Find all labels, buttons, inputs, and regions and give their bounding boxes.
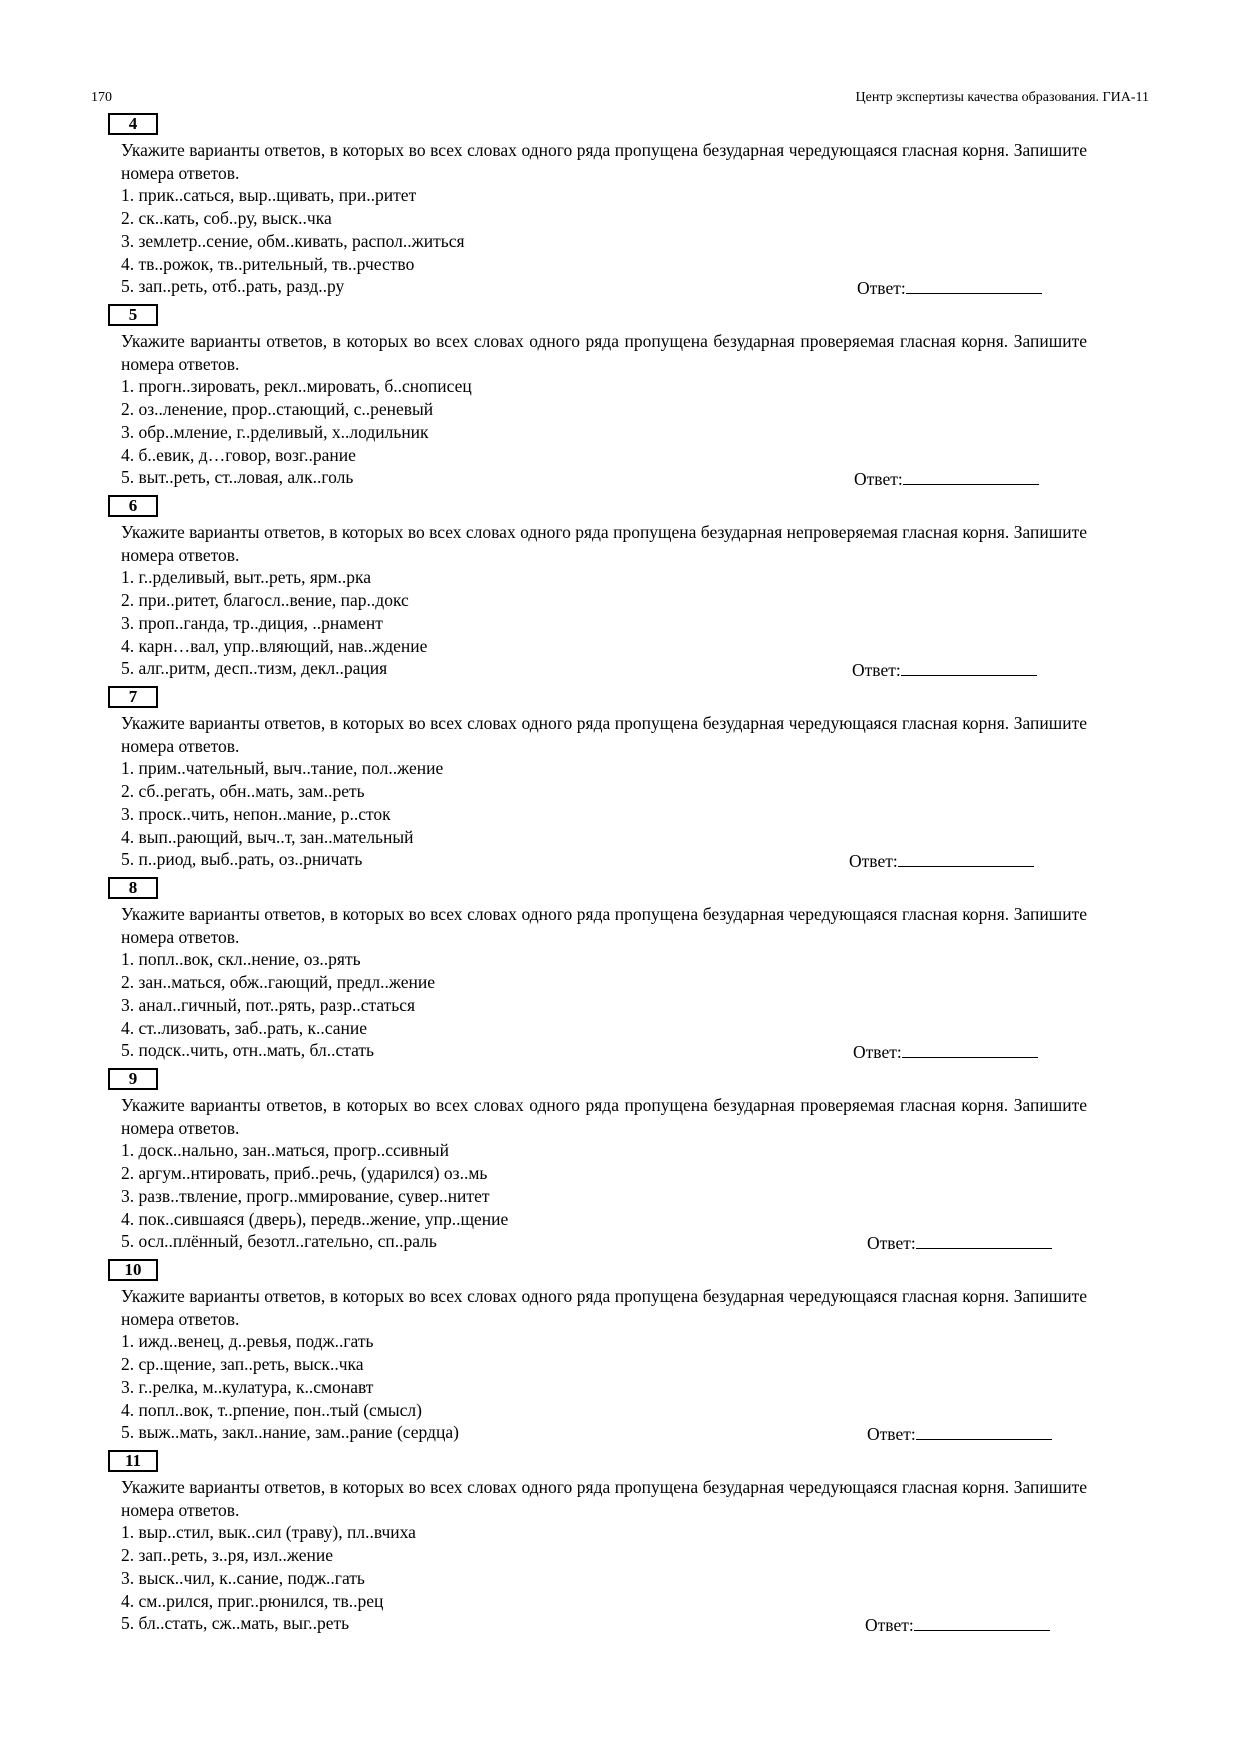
task-instruction: Укажите варианты ответов, в которых во всех словах одного ряда пропущена безударная чередующаяся гласная корня. Запишите номера ответов. [121, 904, 1087, 947]
answer-label: Ответ: [853, 1042, 902, 1063]
answer-option-text: 2. аргум..нтировать, приб..речь, (ударился) оз..мь [121, 1163, 488, 1184]
task-block [0, 1068, 1241, 1259]
answer-label: Ответ: [857, 278, 906, 299]
answer-option [121, 1544, 1087, 1567]
answer-option-text: 5. бл..стать, сж..мать, выг..реть [121, 1613, 350, 1634]
answer-option-text: 4. попл..вок, т..рпение, пон..тый (смысл) [121, 1399, 422, 1420]
answer-option-text: 1. г..рделивый, выт..реть, ярм..рка [121, 567, 371, 588]
answer-option [121, 1139, 1087, 1162]
answer-label: Ответ: [867, 1233, 916, 1254]
answer-field [867, 1421, 1052, 1446]
answer-blank[interactable] [906, 275, 1042, 294]
answer-blank[interactable] [914, 1612, 1050, 1631]
page-header [91, 90, 1149, 110]
answer-label: Ответ: [865, 1615, 914, 1636]
task-instruction: Укажите варианты ответов, в которых во всех словах одного ряда пропущена безударная чередующаяся гласная корня. Запишите номера ответов. [121, 140, 1087, 183]
answer-option-text: 2. ск..кать, соб..ру, выск..чка [121, 208, 332, 229]
answer-option [121, 780, 1087, 803]
answer-option-text: 3. обр..мление, г..рделивый, х..лодильник [121, 421, 429, 442]
answer-option-text: 5. зап..реть, отб..рать, разд..ру [121, 276, 345, 297]
answer-option [121, 253, 1087, 276]
answer-field [867, 1230, 1052, 1255]
answer-option-text: 1. прик..саться, выр..щивать, при..ритет [121, 185, 417, 206]
answer-option-text: 4. б..евик, д…говор, возг..рание [121, 444, 356, 465]
task-body [121, 712, 1087, 871]
answer-option [121, 1421, 1087, 1444]
answer-option-text: 3. выск..чил, к..сание, подж..гать [121, 1567, 365, 1588]
answer-field [865, 1612, 1050, 1637]
answer-option [121, 589, 1087, 612]
answer-option [121, 1399, 1087, 1422]
answer-option [121, 1521, 1087, 1544]
answer-option-text: 2. зан..маться, обж..гающий, предл..жение [121, 972, 435, 993]
answer-option-text: 4. карн…вал, упр..вляющий, нав..ждение [121, 635, 428, 656]
answer-option [121, 1353, 1087, 1376]
answer-option [121, 757, 1087, 780]
task-block [0, 113, 1241, 304]
answer-blank[interactable] [916, 1230, 1052, 1249]
task-number-box: 8 [108, 877, 158, 899]
task-body [121, 139, 1087, 298]
answer-option-text: 5. алг..ритм, десп..тизм, декл..рация [121, 658, 388, 679]
answer-option [121, 635, 1087, 658]
answer-option [121, 1039, 1087, 1062]
answer-option [121, 848, 1087, 871]
answer-option [121, 1162, 1087, 1185]
answer-option-text: 3. проп..ганда, тр..диция, ..рнамент [121, 612, 383, 633]
answer-option [121, 1567, 1087, 1590]
answer-label: Ответ: [849, 851, 898, 872]
answer-option-text: 2. при..ритет, благосл..вение, пар..докс [121, 590, 409, 611]
task-body [121, 903, 1087, 1062]
answer-option [121, 230, 1087, 253]
answer-option-text: 5. п..риод, выб..рать, оз..рничать [121, 849, 363, 870]
answer-option [121, 612, 1087, 635]
answer-option [121, 994, 1087, 1017]
answer-blank[interactable] [901, 657, 1037, 676]
answer-option-text: 1. доск..нально, зан..маться, прогр..ссивный [121, 1140, 449, 1161]
answer-option-text: 1. прим..чательный, выч..тание, пол..жение [121, 758, 444, 779]
task-instruction: Укажите варианты ответов, в которых во всех словах одного ряда пропущена безударная чередующаяся гласная корня. Запишите номера ответов. [121, 1286, 1087, 1329]
answer-option-text: 1. выр..стил, вык..сил (траву), пл..вчиха [121, 1522, 416, 1543]
task-body [121, 1285, 1087, 1444]
answer-option-text: 5. выж..мать, закл..нание, зам..рание (сердца) [121, 1422, 459, 1443]
answer-field [849, 848, 1034, 873]
task-instruction: Укажите варианты ответов, в которых во всех словах одного ряда пропущена безударная чередующаяся гласная корня. Запишите номера ответов. [121, 713, 1087, 756]
answer-option-text: 4. тв..рожок, тв..рительный, тв..рчество [121, 253, 415, 274]
answer-option-text: 5. осл..плённый, безотл..гательно, сп..раль [121, 1231, 437, 1252]
answer-option-text: 5. выт..реть, ст..ловая, алк..голь [121, 467, 354, 488]
answer-option-text: 4. вып..рающий, выч..т, зан..мательный [121, 826, 414, 847]
answer-label: Ответ: [867, 1424, 916, 1445]
answer-blank[interactable] [902, 1039, 1038, 1058]
answer-option [121, 1017, 1087, 1040]
answer-option [121, 1590, 1087, 1613]
answer-field [857, 275, 1042, 300]
answer-option [121, 1230, 1087, 1253]
task-instruction: Укажите варианты ответов, в которых во всех словах одного ряда пропущена безударная проверяемая гласная корня. Запишите номера ответов. [121, 331, 1087, 374]
task-number-box: 4 [108, 113, 158, 135]
task-number-box: 9 [108, 1068, 158, 1090]
answer-option [121, 1376, 1087, 1399]
task-body [121, 1476, 1087, 1635]
answer-option [121, 375, 1087, 398]
answer-option [121, 826, 1087, 849]
answer-option-text: 2. сб..регать, обн..мать, зам..реть [121, 781, 365, 802]
answer-option-text: 3. разв..твление, прогр..ммирование, сувер..нитет [121, 1185, 490, 1206]
task-body [121, 1094, 1087, 1253]
answer-option [121, 566, 1087, 589]
answer-blank[interactable] [916, 1421, 1052, 1440]
answer-option [121, 275, 1087, 298]
answer-option [121, 971, 1087, 994]
answer-option [121, 444, 1087, 467]
answer-option-text: 4. см..рился, приг..рюнился, тв..рец [121, 1590, 384, 1611]
answer-blank[interactable] [898, 848, 1034, 867]
answer-option-text: 5. подск..чить, отн..мать, бл..стать [121, 1040, 375, 1061]
answer-field [854, 466, 1039, 491]
answer-option [121, 948, 1087, 971]
answer-option-text: 3. анал..гичный, пот..рять, разр..статься [121, 994, 416, 1015]
task-instruction: Укажите варианты ответов, в которых во всех словах одного ряда пропущена безударная проверяемая гласная корня. Запишите номера ответов. [121, 1095, 1087, 1138]
task-number-box: 11 [108, 1450, 158, 1472]
answer-option [121, 1185, 1087, 1208]
task-number-box: 5 [108, 304, 158, 326]
answer-option [121, 421, 1087, 444]
task-block [0, 495, 1241, 686]
answer-option-text: 4. пок..сившаяся (дверь), передв..жение, упр..щение [121, 1208, 509, 1229]
answer-option-text: 3. землетр..сение, обм..кивать, распол..житься [121, 230, 465, 251]
answer-option [121, 1330, 1087, 1353]
answer-option [121, 184, 1087, 207]
running-title: Центр экспертизы качества образования. ГИА-11 [855, 90, 1149, 105]
answer-field [853, 1039, 1038, 1064]
answer-option [121, 1208, 1087, 1231]
task-number-box: 7 [108, 686, 158, 708]
answer-option-text: 1. ижд..венец, д..ревья, подж..гать [121, 1331, 374, 1352]
answer-option-text: 2. ср..щение, зап..реть, выск..чка [121, 1354, 364, 1375]
answer-option-text: 3. проск..чить, непон..мание, р..сток [121, 803, 391, 824]
page-number: 170 [91, 90, 112, 105]
task-number-box: 6 [108, 495, 158, 517]
task-body [121, 330, 1087, 489]
answer-field [852, 657, 1037, 682]
task-body [121, 521, 1087, 680]
answer-option [121, 657, 1087, 680]
task-block [0, 1259, 1241, 1450]
answer-blank[interactable] [903, 466, 1039, 485]
answer-option [121, 1612, 1087, 1635]
answer-label: Ответ: [854, 469, 903, 490]
answer-option [121, 466, 1087, 489]
answer-option [121, 398, 1087, 421]
answer-option-text: 2. зап..реть, з..ря, изл..жение [121, 1545, 334, 1566]
answer-option-text: 1. прогн..зировать, рекл..мировать, б..снописец [121, 376, 472, 397]
answer-label: Ответ: [852, 660, 901, 681]
answer-option [121, 207, 1087, 230]
answer-option-text: 4. ст..лизовать, заб..рать, к..сание [121, 1017, 368, 1038]
answer-option-text: 2. оз..ленение, прор..стающий, с..реневый [121, 399, 434, 420]
task-block [0, 877, 1241, 1068]
task-block [0, 686, 1241, 877]
task-instruction: Укажите варианты ответов, в которых во всех словах одного ряда пропущена безударная непроверяемая гласная корня. Запишите номера ответов. [121, 522, 1087, 565]
task-block [0, 304, 1241, 495]
answer-option [121, 803, 1087, 826]
answer-option-text: 3. г..релка, м..кулатура, к..смонавт [121, 1376, 374, 1397]
task-list [0, 113, 1241, 1641]
task-number-box: 10 [108, 1259, 158, 1281]
answer-option-text: 1. попл..вок, скл..нение, оз..рять [121, 949, 361, 970]
task-block [0, 1450, 1241, 1641]
task-instruction: Укажите варианты ответов, в которых во всех словах одного ряда пропущена безударная чередующаяся гласная корня. Запишите номера ответов. [121, 1477, 1087, 1520]
